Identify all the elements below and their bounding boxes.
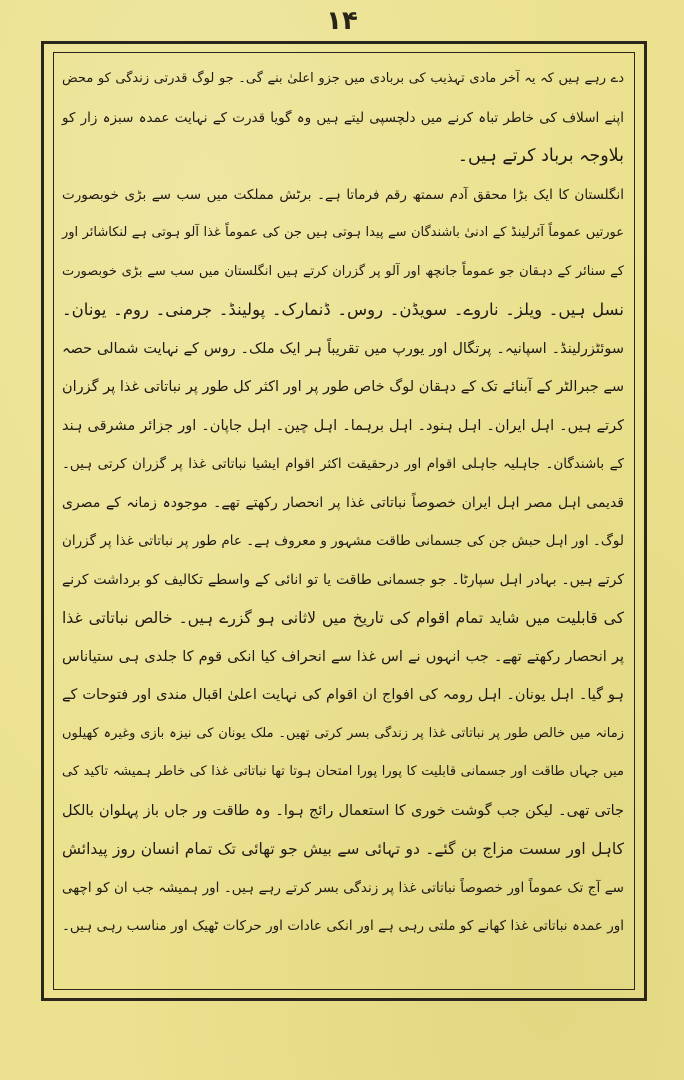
- text-line: کرتے ہیں۔ اہل ایران۔ اہل ہنود۔ اہل برہما۔ اہل چین۔ اہل جاپان۔ اور جزائر مشرقی ہند: [62, 417, 624, 434]
- urdu-text-body: [58, 60, 628, 984]
- text-line: عورتیں عموماً آئرلینڈ کے ادنیٰ باشندگان سے پیدا ہوتی ہیں جن کی عموماً غذا آلو ہوتی ہے لنکاشائر اور: [62, 225, 624, 240]
- text-line: کے باشندگان۔ جاہلیہ جاہلی اقوام اور درحقیقت اکثر اقوام ایشیا نباتاتی غذا پر گزران کرتی ہیں۔: [62, 456, 624, 472]
- text-line: بلاوجہ برباد کرتے ہیں۔: [457, 146, 624, 166]
- text-line: ہو گیا۔ اہل یونان۔ اہل رومہ کی افواج ان اقوام کی نہایت اعلیٰ اقبال مندی اور فتوحات کے: [62, 687, 624, 703]
- text-line: نسل ہیں۔ ویلز۔ ناروے۔ سویڈن۔ روس۔ ڈنمارک۔ پولینڈ۔ جرمنی۔ روم۔ یونان۔: [62, 300, 624, 319]
- text-line: سے آج تک عموماً اور خصوصاً نباتاتی غذا پر زندگی بسر کرتے رہے ہیں۔ اور ہمیشہ جب ان کو اچھی: [62, 879, 624, 896]
- page-number: ۱۴: [326, 6, 358, 36]
- text-line: انگلستان کا ایک بڑا محقق آدم سمتھ رقم فرماتا ہے۔ برٹش مملکت میں سب سے بڑی خوبصورت: [62, 186, 624, 203]
- text-line: سوئٹزرلینڈ۔ اسپانیہ۔ پرتگال اور یورپ میں تقریباً ہر ایک ملک۔ روس کے نہایت شمالی حصہ: [62, 340, 624, 357]
- text-line: جاتی تھی۔ لیکن جب گوشت خوری کا استعمال رائج ہوا۔ وہ طاقت ور جاں باز پہلوان بالکل: [62, 802, 624, 819]
- text-line: میں جہاں طاقت اور جسمانی قابلیت کا پورا پورا امتحان ہوتا تھا نباتاتی غذا کی خاطر ہمیشہ تاکید کی: [62, 764, 624, 779]
- text-line: قدیمی اہل مصر اہل ایران خصوصاً نباتاتی غذا پر انحصار رکھتے تھے۔ موجودہ زمانہ کے مصری: [62, 494, 624, 511]
- text-line: لوگ۔ اور اہل حبش جن کی جسمانی طاقت مشہور و معروف ہے۔ عام طور پر نباتاتی غذا پر گزران: [62, 533, 624, 549]
- text-line: سے جبرالٹر کے آبنائے تک کے دہقان لوگ خاص طور پر اور اکثر کل طور پر نباتاتی غذا پر گزران: [62, 379, 624, 395]
- text-line: زمانہ میں خالص طور پر نباتاتی غذا پر زندگی بسر کرتی تھیں۔ ملک یونان کی نیزہ بازی وغیرہ کھیلوں: [62, 725, 624, 741]
- text-line: اور عمدہ نباتاتی غذا کھانے کو ملتی رہی ہے اور انکی عادات اور حرکات ٹھیک اور مناسب رہی ہیں۔: [62, 918, 624, 934]
- text-line: کاہل اور سست مزاج بن گئے۔ دو تہائی سے بیش جو تھائی تک تمام انسان روز پیدائش: [62, 840, 624, 858]
- text-line: اپنے اسلاف کی خاطر تباہ کرنے میں دلچسپی لیتے ہیں وہ گویا قدرت کے نہایت عمدہ سبزہ زار کو: [62, 109, 624, 126]
- text-line: پر انحصار رکھتے تھے۔ جب انہوں نے اس غذا سے انحراف کیا انکی قوم کا جلدی ہی ستیاناس: [62, 648, 624, 665]
- text-line: دے رہے ہیں کہ یہ آخر مادی تہذیب کی بربادی میں جزو اعلیٰ بنے گی۔ جو لوگ قدرتی زندگی کو محض: [62, 71, 624, 86]
- text-line: کرتے ہیں۔ بہادر اہل سپارٹا۔ جو جسمانی طاقت یا تو انائی کے واسطے تکالیف کو برداشت کرنے: [62, 571, 624, 588]
- text-line: کی قابلیت میں شاید تمام اقوام کی تاریخ میں لاثانی ہو گزرے ہیں۔ خالص نباتاتی غذا: [62, 609, 624, 627]
- text-line: کے سنائر کے دہقان جو عموماً جانچھ اور آلو پر گزران کرتے ہیں انگلستان میں سب سے بڑی خوبصورت: [62, 263, 624, 279]
